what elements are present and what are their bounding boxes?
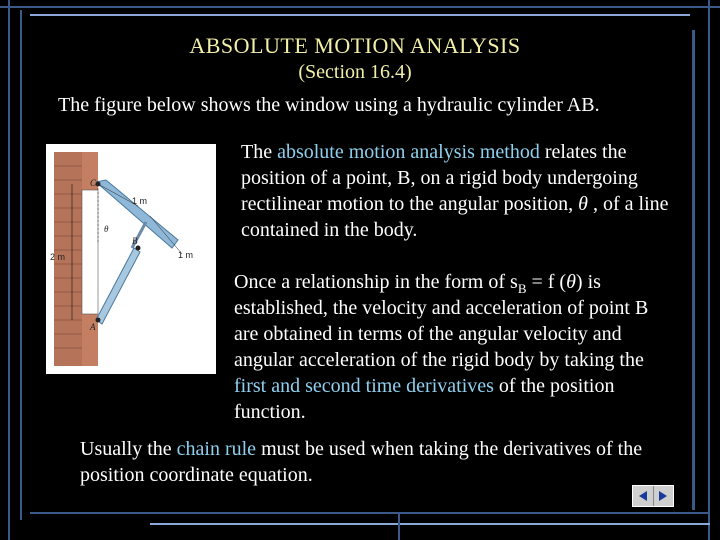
paragraph-absolute-method (241, 139, 681, 243)
p3-highlight-chain-rule: chain rule (176, 438, 257, 460)
label-theta: θ (104, 224, 109, 234)
slide-subtitle: (Section 16.4) (298, 61, 412, 83)
p1-text-1: The (241, 141, 278, 163)
label-c: C (90, 178, 97, 188)
triangle-right-icon (657, 490, 669, 502)
label-1m-side: 1 m (178, 250, 194, 260)
p2-text-2: = f ( (526, 271, 567, 293)
frame-bottom-line (30, 512, 710, 514)
p2-highlight-derivatives: first and second time derivatives (234, 375, 494, 397)
label-b: B (132, 236, 138, 246)
frame-bottom-line-inner (150, 523, 710, 525)
p1-theta: θ (578, 193, 588, 215)
frame-right-line (692, 30, 695, 510)
p2-text-3: ) is established, the velocity and acceleration of point B are obtained in terms of the angular velocity and angular acceleration of the rigid body by taking the (234, 271, 649, 371)
triangle-left-icon (637, 490, 649, 502)
p1-text-3: , of a line contained in the body. (241, 193, 669, 241)
frame-left-line-inner (20, 10, 22, 520)
p1-text-2: relates the position of a point, B, on a rigid body undergoing rectilinear motion to the angular position, (241, 141, 638, 215)
frame-bottom-divider (398, 512, 400, 540)
p3-text-1: Usually the (80, 438, 177, 460)
slide-title: ABSOLUTE MOTION ANALYSIS (189, 33, 521, 58)
label-1m-top: 1 m (132, 196, 148, 206)
p1-highlight-method: absolute motion analysis method (277, 141, 540, 163)
frame-top-line (0, 6, 720, 8)
frame-top-line-inner (30, 14, 690, 16)
previous-slide-button[interactable] (633, 486, 654, 506)
paragraph-relationship (234, 269, 674, 425)
intro-text: The figure below shows the window using a hydraulic cylinder AB. (58, 94, 600, 116)
p2-theta: θ (566, 271, 576, 293)
p3-text-2: must be used when taking the derivatives of the position coordinate equation. (80, 438, 643, 486)
label-2m: 2 m (50, 252, 66, 262)
label-a: A (90, 322, 96, 332)
next-slide-button[interactable] (654, 486, 674, 506)
window-diagram (46, 144, 216, 374)
slide-navigation (632, 485, 674, 507)
paragraph-chain-rule (80, 436, 680, 488)
p2-text-1: Once a relationship in the form of s (234, 271, 518, 293)
p2-text-4: of the position function. (234, 375, 615, 423)
p2-subscript-b: B (517, 281, 527, 296)
hydraulic-window-figure (46, 144, 216, 374)
